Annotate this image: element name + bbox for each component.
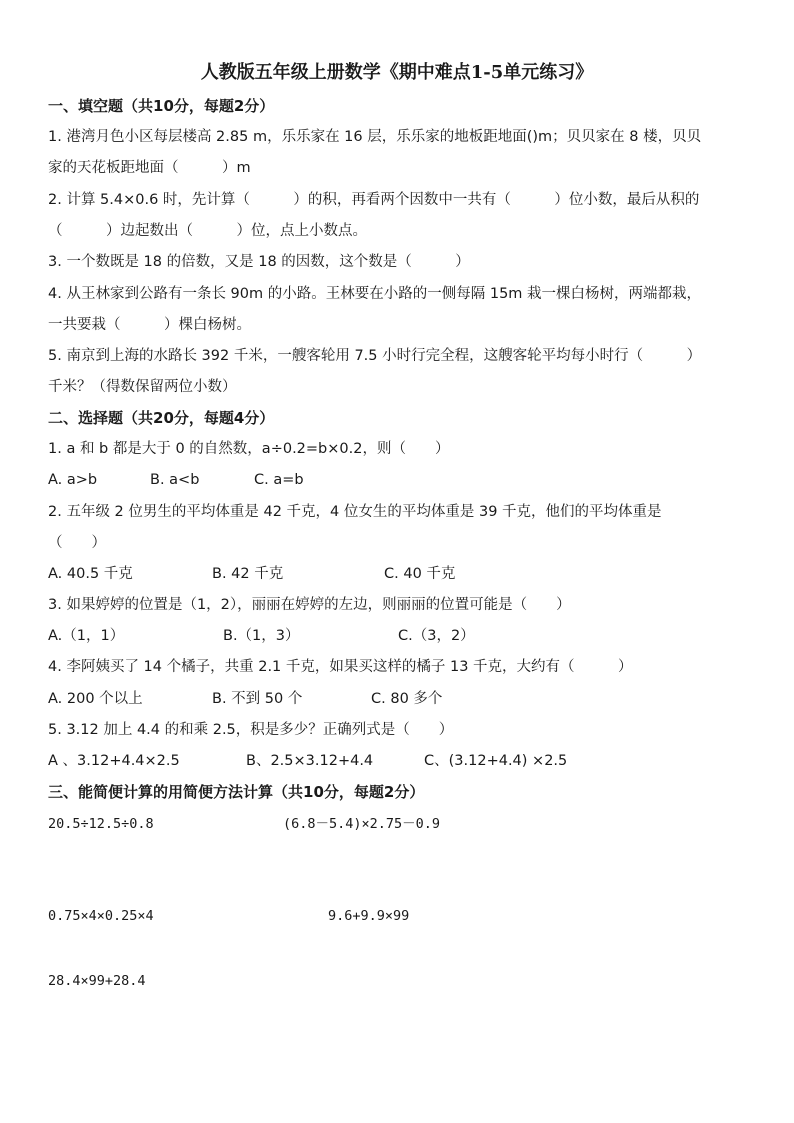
q2-5-option-c: C、(3.12+4.4) ×2.5 (424, 753, 568, 769)
q1-3: 3. 一个数既是 18 的倍数，又是 18 的因数，这个数是（ ） (48, 254, 470, 270)
q1-1-line2: 家的天花板距地面（ ）m (48, 160, 251, 176)
q1-5-line2: 千米？（得数保留两位小数） (48, 379, 237, 395)
q2-2-line2: （ ） (48, 535, 106, 551)
calc-expression-2: (6.8－5.4)×2.75－0.9 (283, 816, 441, 832)
section-heading-choice: 二、选择题（共20分，每题4分） (48, 409, 275, 427)
q2-3-option-a: A.（1，1） (48, 628, 125, 644)
calc-expression-5: 28.4×99+28.4 (48, 973, 146, 989)
q1-4-line2: 一共要栽（ ）棵白杨树。 (48, 317, 251, 333)
q2-1-option-c: C. a=b (254, 472, 304, 488)
q2-2-line1: 2. 五年级 2 位男生的平均体重是 42 千克，4 位女生的平均体重是 39 千克，他们的平均体重是 (48, 504, 662, 520)
q2-3-option-b: B.（1，3） (223, 628, 300, 644)
q2-2-option-c: C. 40 千克 (384, 566, 456, 582)
q2-2-option-a: A. 40.5 千克 (48, 566, 133, 582)
q2-3-option-c: C.（3，2） (398, 628, 475, 644)
calc-expression-1: 20.5÷12.5÷0.8 (48, 816, 154, 832)
q1-4-line1: 4. 从王林家到公路有一条长 90m 的小路。王林要在小路的一侧每隔 15m 栽一棵白杨树，两端都栽， (48, 286, 702, 302)
q2-5: 5. 3.12 加上 4.4 的和乘 2.5，积是多少？正确列式是（ ） (48, 722, 454, 738)
q2-1-option-a: A. a>b (48, 472, 98, 488)
q2-1: 1. a 和 b 都是大于 0 的自然数，a÷0.2=b×0.2，则（ ） (48, 441, 450, 457)
q2-4-option-b: B. 不到 50 个 (212, 691, 303, 707)
q1-2-line1: 2. 计算 5.4×0.6 时，先计算（ ）的积，再看两个因数中一共有（ ）位小数，最后从积的 (48, 192, 700, 208)
section-heading-fill-in: 一、填空题（共10分，每题2分） (48, 97, 275, 115)
q2-4-option-a: A. 200 个以上 (48, 691, 143, 707)
section-heading-calculation: 三、能简便计算的用简便方法计算（共10分，每题2分） (48, 783, 425, 801)
q1-1-line1: 1. 港湾月色小区每层楼高 2.85 m，乐乐家在 16 层，乐乐家的地板距地面()m；贝贝家在 8 楼，贝贝 (48, 129, 702, 145)
q2-5-option-a: A 、3.12+4.4×2.5 (48, 753, 180, 769)
q1-5-line1: 5. 南京到上海的水路长 392 千米，一艘客轮用 7.5 小时行完全程，这艘客轮平均每小时行（ ） (48, 348, 702, 364)
page-title: 人教版五年级上册数学《期中难点1-5单元练习》 (200, 62, 594, 83)
q2-4-option-c: C. 80 多个 (371, 691, 443, 707)
q2-4: 4. 李阿姨买了 14 个橘子，共重 2.1 千克，如果买这样的橘子 13 千克，大约有（ ） (48, 659, 633, 675)
q2-2-option-b: B. 42 千克 (212, 566, 284, 582)
q2-5-option-b: B、2.5×3.12+4.4 (246, 753, 374, 769)
q2-1-option-b: B. a<b (150, 472, 200, 488)
calc-expression-3: 0.75×4×0.25×4 (48, 908, 154, 924)
calc-expression-4: 9.6+9.9×99 (328, 908, 410, 924)
q1-2-line2: （ ）边起数出（ ）位，点上小数点。 (48, 223, 367, 239)
q2-3: 3. 如果婷婷的位置是（1，2），丽丽在婷婷的左边，则丽丽的位置可能是（ ） (48, 597, 571, 613)
